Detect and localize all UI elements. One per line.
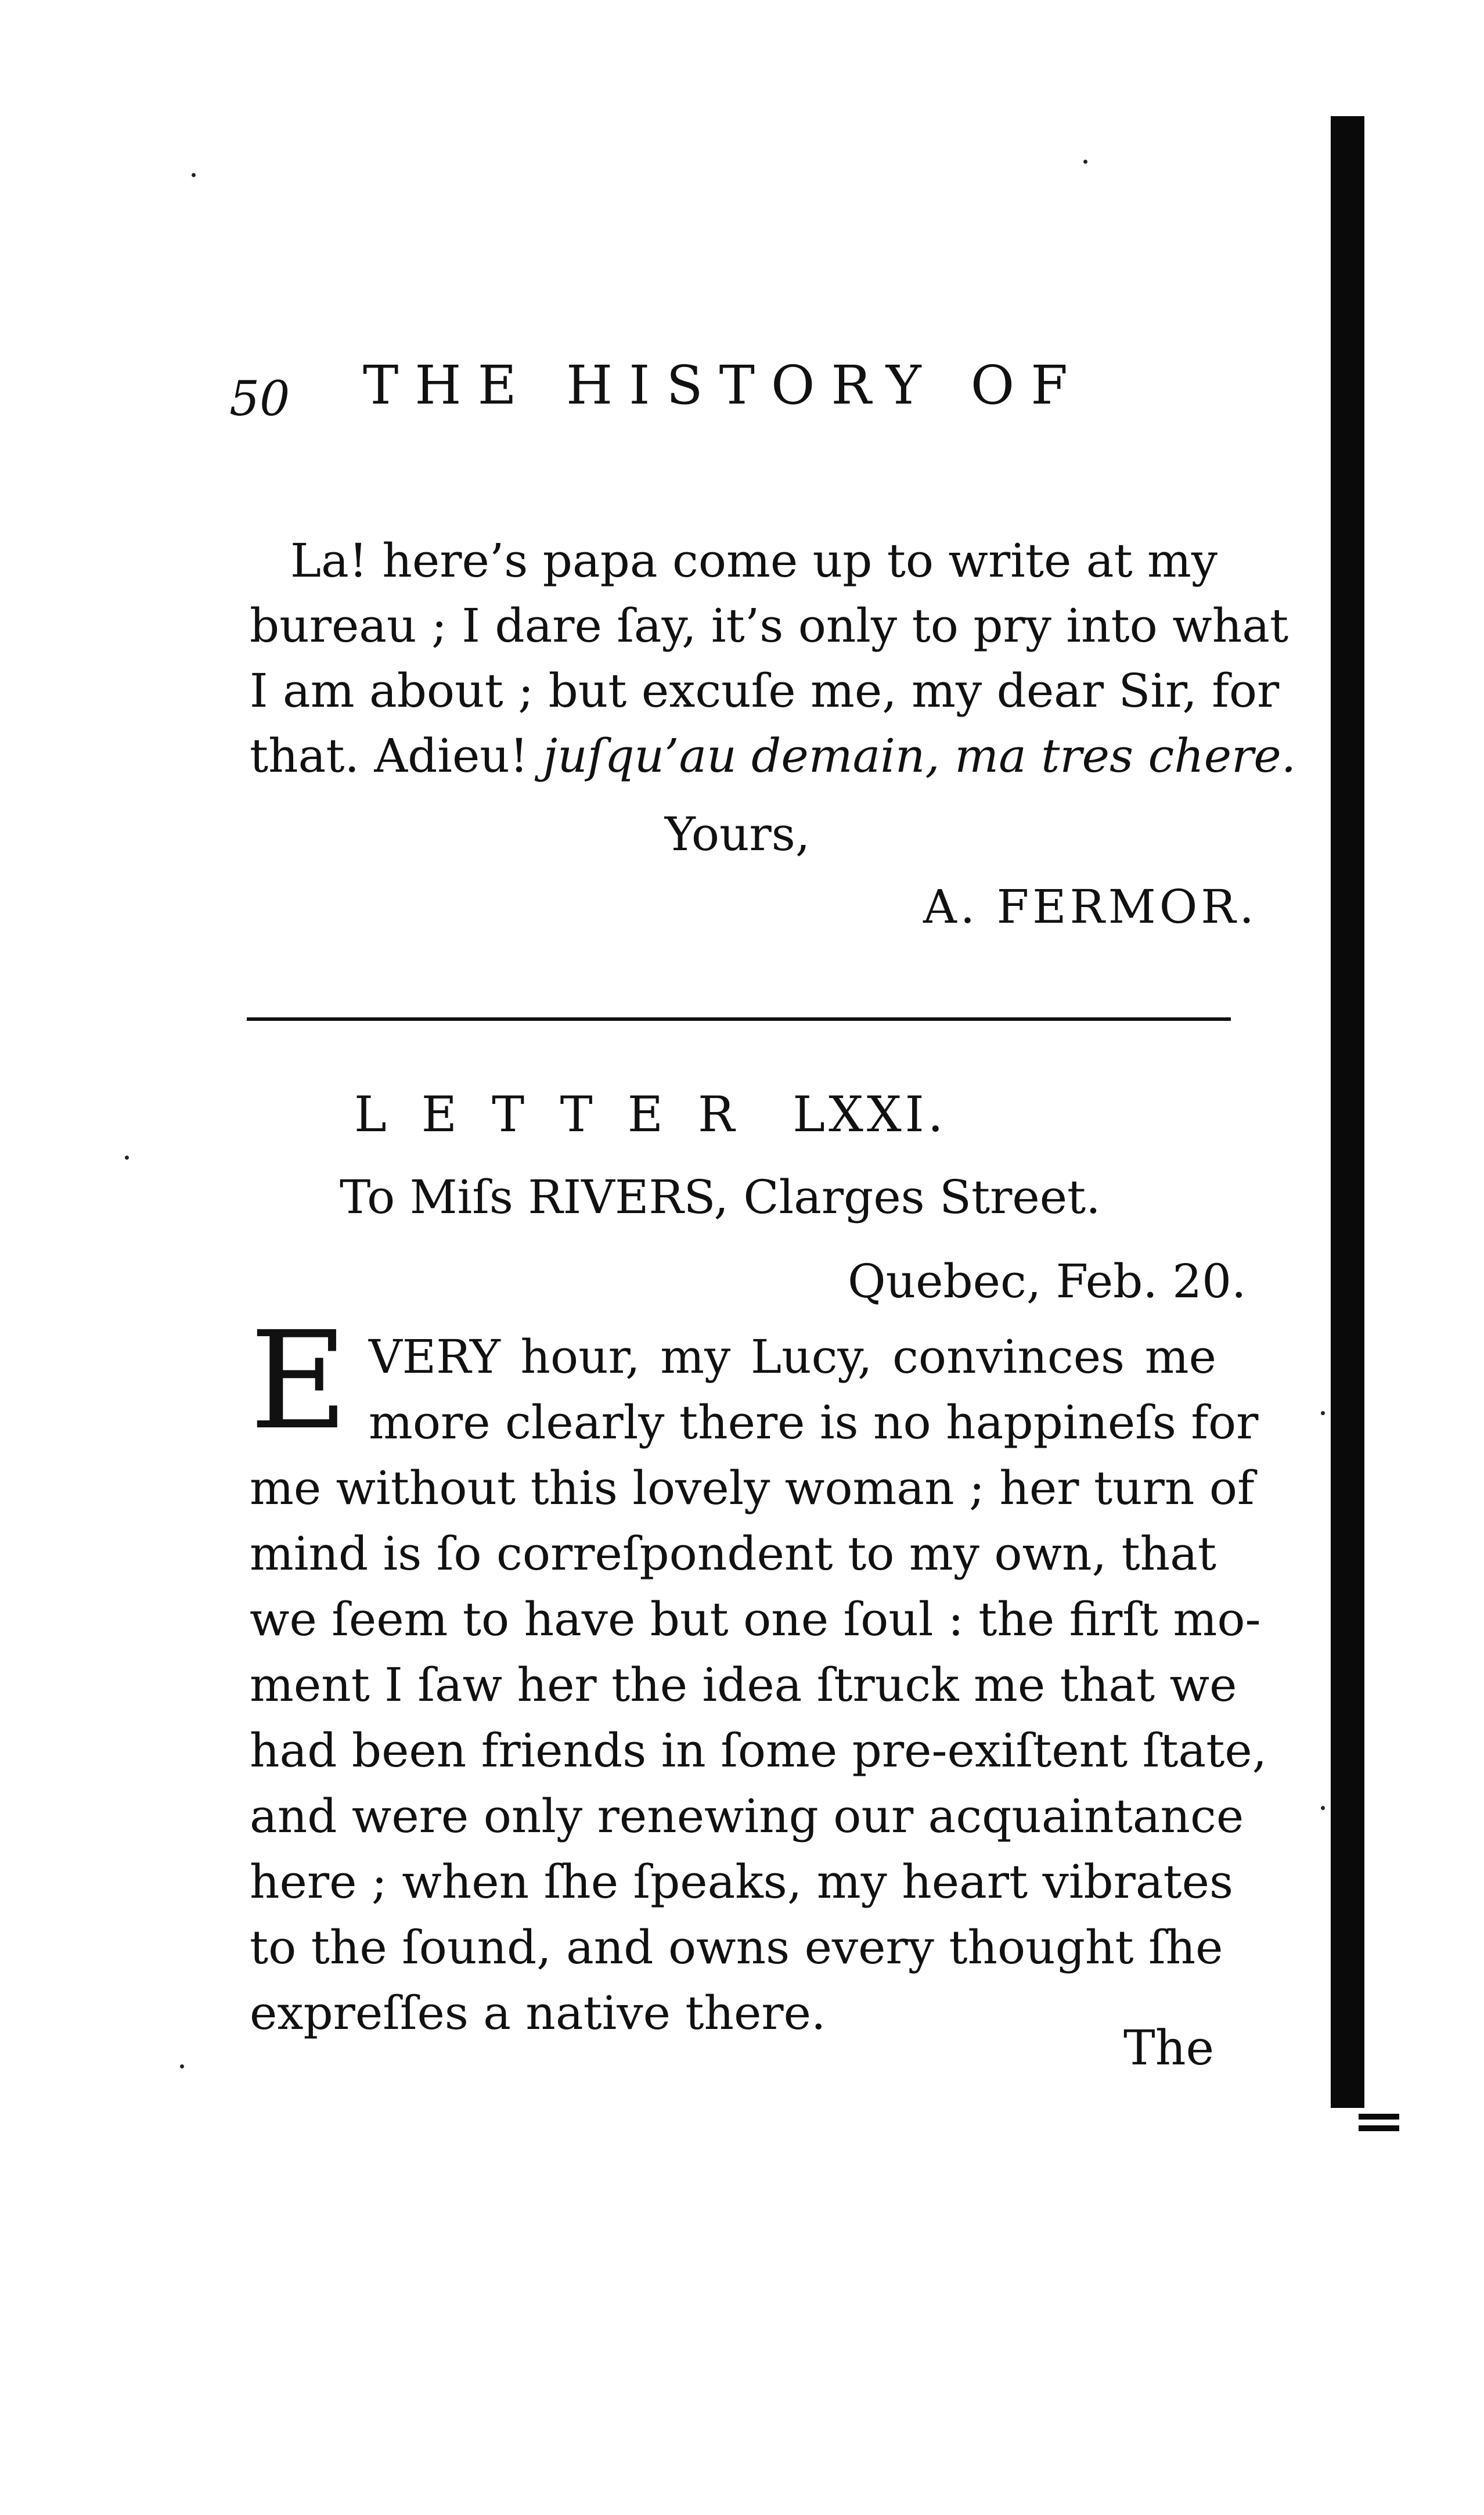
letter-heading xyxy=(354,1086,947,1143)
ink-speck xyxy=(1321,1806,1325,1810)
drop-cap: E xyxy=(250,1303,348,1459)
text-line: expreſſes a native there. xyxy=(250,1986,826,2040)
text-line xyxy=(250,724,1296,789)
text-line: me without this lovely woman ; her turn of xyxy=(250,1461,1255,1515)
signature: A. FERMOR. xyxy=(923,880,1258,934)
ink-speck xyxy=(192,173,196,177)
page-edge-shadow xyxy=(1331,116,1364,2108)
ink-speck xyxy=(180,2064,184,2068)
salutation: Yours, xyxy=(665,807,811,861)
italic-phrase: juſqu’au demain, ma tres chere. xyxy=(543,729,1296,783)
text-line: bureau ; I dare ſay, it’s only to pry into what xyxy=(250,599,1289,653)
letter-body xyxy=(250,1324,1267,2046)
text-fragment: that. Adieu! xyxy=(250,729,528,783)
text-line: here ; when ſhe ſpeaks, my heart vibrates xyxy=(250,1855,1234,1909)
catchword: The xyxy=(1123,2021,1215,2076)
text-line: VERY hour, my Lucy, convinces me xyxy=(369,1330,1216,1384)
page-edge-rule xyxy=(1359,2114,1399,2120)
text-line: to the ſound, and owns every thought ſhe xyxy=(250,1920,1223,1974)
text-line: ment I ſaw her the idea ſtruck me that we xyxy=(250,1658,1237,1712)
text-line: we ſeem to have but one ſoul : the firſt mo- xyxy=(250,1592,1261,1646)
letter-dateline: Quebec, Feb. 20. xyxy=(848,1254,1247,1308)
letter-number: LXXI. xyxy=(793,1086,947,1143)
running-header xyxy=(229,354,1216,436)
letter-heading-label: LETTER xyxy=(354,1086,770,1143)
ink-speck xyxy=(125,1156,129,1160)
text-line: I am about ; but excuſe me, my dear Sir, for xyxy=(250,664,1280,718)
ink-speck xyxy=(1321,1411,1325,1415)
text-line: La! here’s papa come up to write at my xyxy=(290,534,1218,588)
page-number: 50 xyxy=(229,372,290,427)
page-edge-rule xyxy=(1359,2125,1399,2131)
ink-speck xyxy=(1083,160,1087,164)
text-line: had been friends in ſome pre-exiſtent ſtate, xyxy=(250,1724,1267,1778)
letter-address: To Miſs RIVERS, Clarges Street. xyxy=(340,1170,1101,1224)
continued-paragraph xyxy=(250,528,1296,789)
running-head-title: THE HISTORY OF xyxy=(363,354,1085,416)
text-line: and were only renewing our acquaintance xyxy=(250,1789,1244,1843)
section-divider xyxy=(247,1017,1231,1021)
text-line: more clearly there is no happineſs for xyxy=(369,1395,1259,1449)
text-line: mind is ſo correſpondent to my own, that xyxy=(250,1527,1216,1581)
